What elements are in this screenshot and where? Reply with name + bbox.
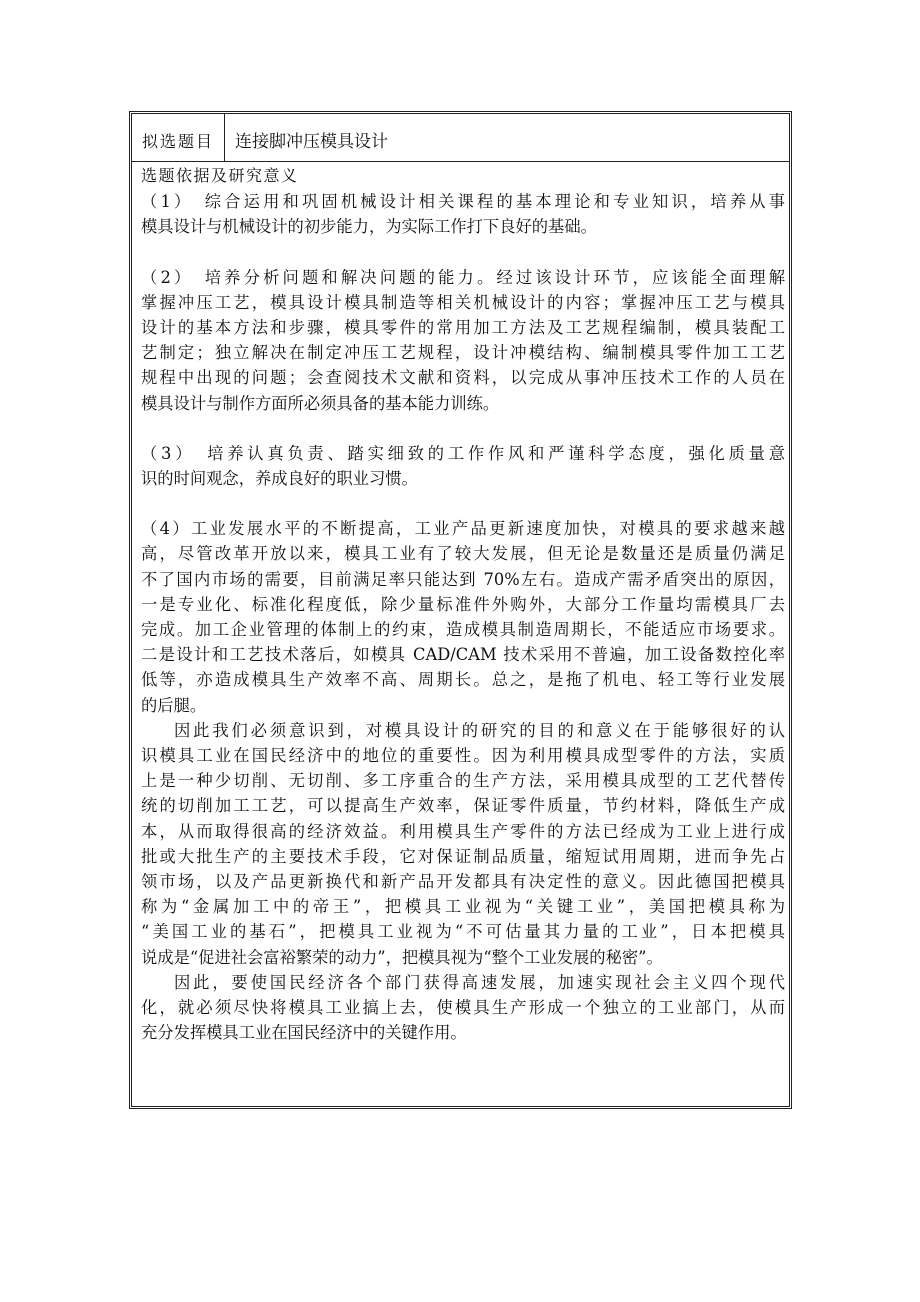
paragraph-line: 化，就必须尽快将模具工业搞上去，使模具生产形成一个独立的工业部门，从而 [141,998,785,1018]
paragraph-4 [141,516,785,718]
paragraph-line: （3） 培养认真负责、踏实细致的工作作风和严谨科学态度，强化质量意 [141,443,785,463]
paragraph-line: 规程中出现的问题；会查阅技术文献和资料，以完成从事冲压技术工作的人员在 [141,368,785,388]
paragraph-line: （4）工业发展水平的不断提高，工业产品更新速度加快，对模具的要求越来越 [141,519,785,539]
paragraph-line: 模具设计与机械设计的初步能力，为实际工作打下良好的基础。 [141,217,597,237]
paragraph-6 [141,970,785,1046]
paragraph-line: 掌握冲压工艺，模具设计模具制造等相关机械设计的内容；掌握冲压工艺与模具 [141,292,785,312]
topic-value: 连接脚冲压模具设计 [235,132,388,152]
paragraph-line: 不了国内市场的需要，目前满足率只能达到 70%左右。造成产需矛盾突出的原因， [141,569,785,589]
paragraph-line: 二是设计和工艺技术落后，如模具 CAD/CAM 技术采用不普遍，加工设备数控化率 [141,645,785,665]
paragraph-line: （2） 培养分析问题和解决问题的能力。经过该设计环节，应该能全面理解 [141,267,785,287]
paragraph-line: 称为“金属加工中的帝王”，把模具工业视为“关键工业”，美国把模具称为 [141,897,785,917]
paragraph-line: 充分发挥模具工业在国民经济中的关键作用。 [141,1023,467,1043]
paragraph-line: 完成。加工企业管理的体制上的约束，造成模具制造周期长，不能适应市场要求。 [141,620,785,640]
paragraph-line: 设计的基本方法和步骤，模具零件的常用加工方法及工艺规程编制，模具装配工 [141,318,785,338]
paragraph-line: （1） 综合运用和巩固机械设计相关课程的基本理论和专业知识，培养从事 [141,192,785,212]
paragraph-line: 识模具工业在国民经济中的地位的重要性。因为利用模具成型零件的方法，实质 [141,746,785,766]
paragraph-line: 批或大批生产的主要技术手段，它对保证制品质量，缩短试用周期，进而争先占 [141,846,785,866]
topic-label: 拟选题目 [142,132,215,151]
paragraph-line: 本，从而取得很高的经济效益。利用模具生产零件的方法已经成为工业上进行成 [141,821,785,841]
paragraph-line: 一是专业化、标准化程度低，除少量标准件外购外，大部分工作量均需模具厂去 [141,594,785,614]
rationale-section [141,163,785,1046]
topic-row [132,114,789,162]
paragraph-line: 艺制定；独立解决在制定冲压工艺规程，设计冲模结构、编制模具零件加工工艺 [141,343,785,363]
paragraph-3 [141,441,785,491]
paragraph-line: 的后腿。 [141,695,207,715]
paragraph-2 [141,265,785,416]
paragraph-line: 说成是“促进社会富裕繁荣的动力”，把模具视为“整个工业发展的秘密”。 [141,947,663,967]
topic-label-cell [132,114,225,161]
paragraph-line: 识的时间观念，养成良好的职业习惯。 [141,469,418,489]
paragraph-line: 统的切削加工工艺，可以提高生产效率，保证零件质量，节约材料，降低生产成 [141,796,785,816]
paragraph-line: 高，尽管改革开放以来，模具工业有了较大发展，但无论是数量还是质量仍满足 [141,544,785,564]
paragraph-line: 模具设计与制作方面所必须具备的基本能力训练。 [141,393,500,413]
paragraph-5 [141,718,785,970]
paragraph-1 [141,189,785,239]
paragraph-line: 领市场，以及产品更新换代和新产品开发都具有决定性的意义。因此德国把模具 [141,872,785,892]
paragraph-line: 因此，要使国民经济各个部门获得高速发展，加速实现社会主义四个现代 [174,972,785,992]
paragraph-line: 因此我们必须意识到，对模具设计的研究的目的和意义在于能够很好的认 [174,720,785,740]
section-heading: 选题依据及研究意义 [141,166,299,185]
proposal-form-table [129,111,792,1109]
paragraph-line: 低等，亦造成模具生产效率不高、周期长。总之，是拖了机电、轻工等行业发展 [141,670,785,690]
paragraph-line: “美国工业的基石”，把模具工业视为“不可估量其力量的工业”，日本把模具 [141,922,785,942]
paragraph-line: 上是一种少切削、无切削、多工序重合的生产方法，采用模具成型的工艺代替传 [141,771,785,791]
